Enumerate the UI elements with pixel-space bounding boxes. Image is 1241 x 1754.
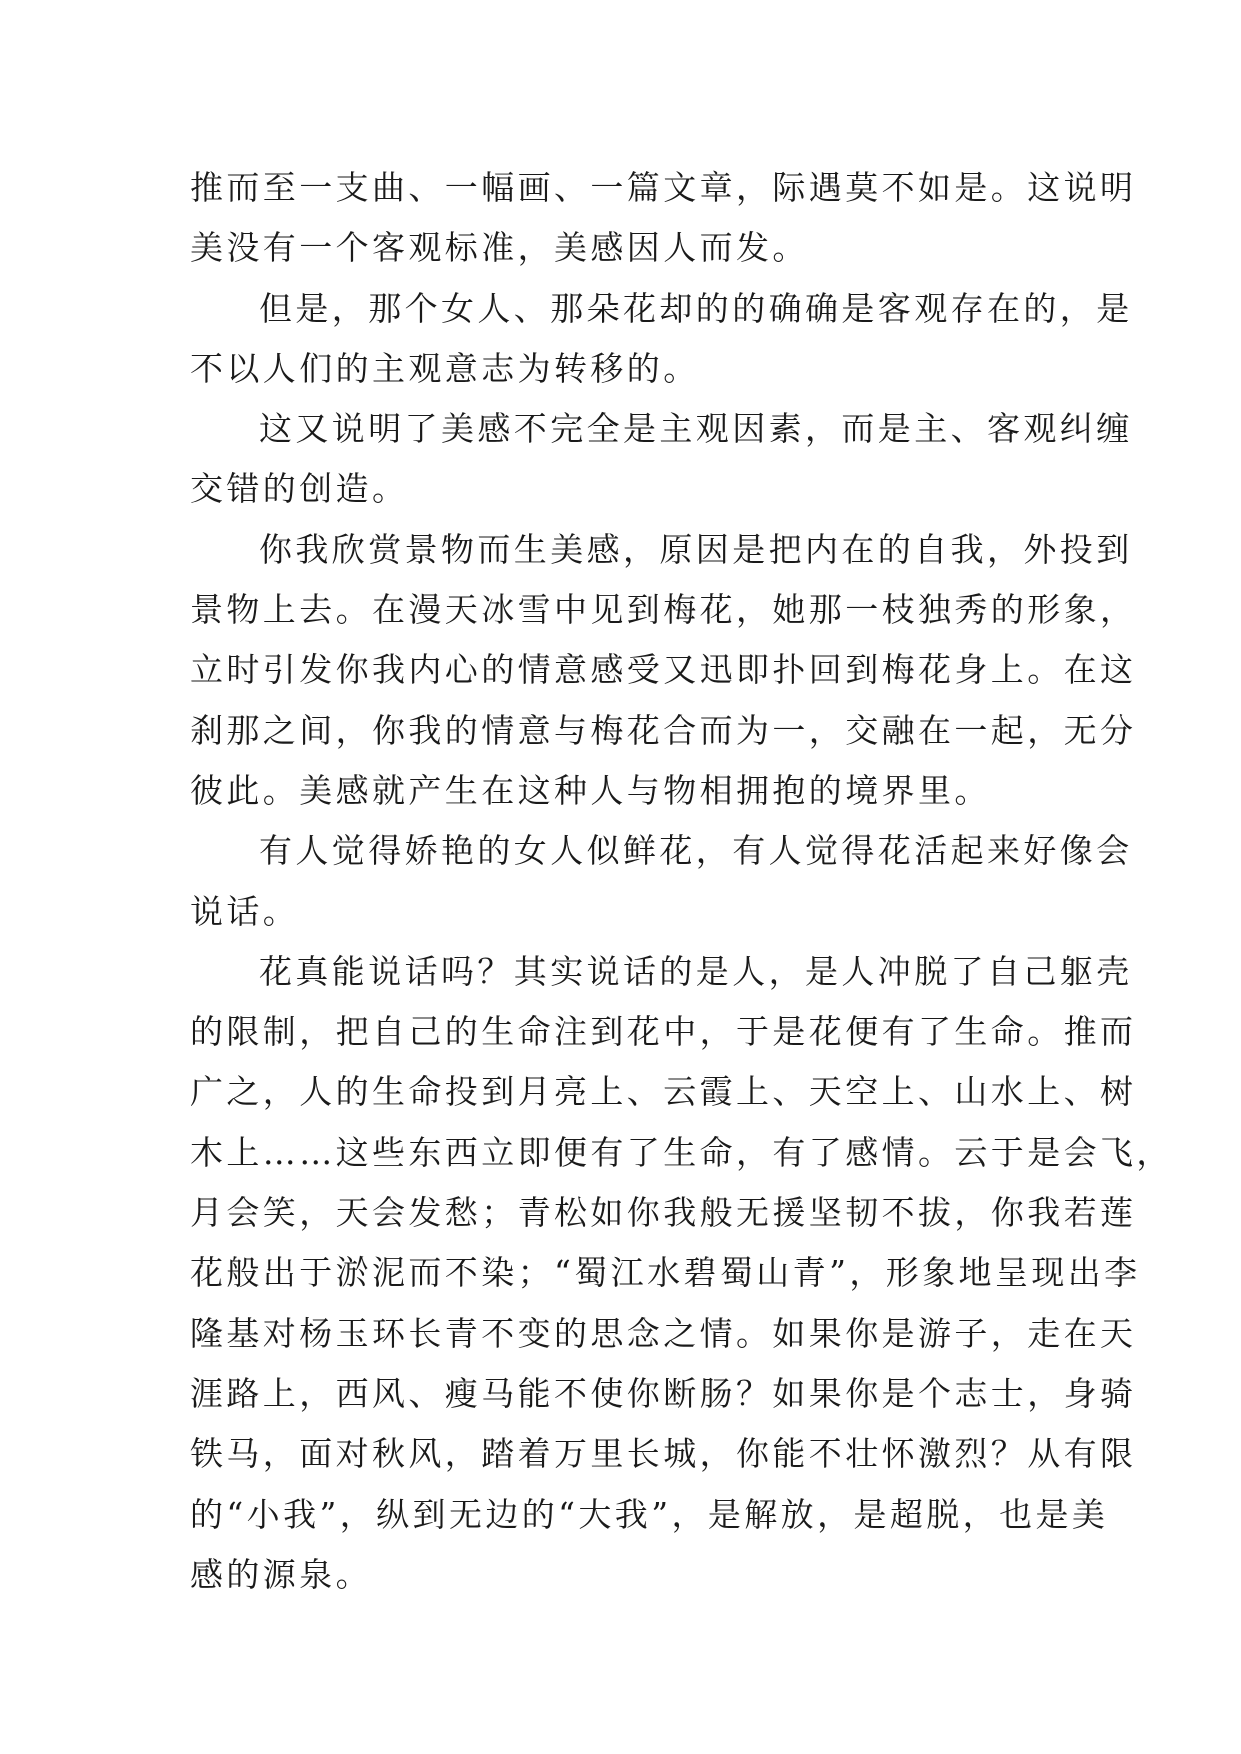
text-line: 木上……这些东西立即便有了生命，有了感情。云于是会飞，	[190, 1132, 1173, 1172]
text-line: 涯路上，西风、瘦马能不使你断肠？如果你是个志士，身骑	[190, 1373, 1137, 1413]
text-line: 的“小我”，纵到无边的“大我”，是解放，是超脱，也是美	[190, 1494, 1109, 1534]
text-line: 广之，人的生命投到月亮上、云霞上、天空上、山水上、树	[190, 1072, 1137, 1112]
text-line: 说话。	[190, 891, 300, 931]
text-line: 有人觉得娇艳的女人似鲜花，有人觉得花活起来好像会	[259, 831, 1133, 871]
text-line: 美没有一个客观标准，美感因人而发。	[190, 228, 809, 268]
text-line: 隆基对杨玉环长青不变的思念之情。如果你是游子，走在天	[190, 1313, 1137, 1353]
text-line: 立时引发你我内心的情意感受又迅即扑回到梅花身上。在这	[190, 650, 1137, 690]
text-line: 但是，那个女人、那朵花却的的确确是客观存在的，是	[259, 288, 1133, 328]
text-line: 交错的创造。	[190, 469, 409, 509]
text-line: 刹那之间，你我的情意与梅花合而为一，交融在一起，无分	[190, 710, 1137, 750]
text-line: 铁马，面对秋风，踏着万里长城，你能不壮怀激烈？从有限	[190, 1434, 1137, 1474]
text-line: 这又说明了美感不完全是主观因素，而是主、客观纠缠	[259, 409, 1133, 449]
text-line: 的限制，把自己的生命注到花中，于是花便有了生命。推而	[190, 1012, 1137, 1052]
text-line: 你我欣赏景物而生美感，原因是把内在的自我，外投到	[259, 529, 1133, 569]
text-line: 景物上去。在漫天冰雪中见到梅花，她那一枝独秀的形象，	[190, 590, 1137, 630]
text-line: 花真能说话吗？其实说话的是人，是人冲脱了自己躯壳	[259, 951, 1133, 991]
text-line: 推而至一支曲、一幅画、一篇文章，际遇莫不如是。这说明	[190, 168, 1137, 207]
text-line: 月会笑，天会发愁；青松如你我般无援坚韧不拔，你我若莲	[190, 1193, 1137, 1233]
text-line: 花般出于淤泥而不染；“蜀江水碧蜀山青”，形象地呈现出李	[190, 1253, 1141, 1293]
body-text	[190, 158, 1173, 1605]
text-line: 感的源泉。	[190, 1554, 372, 1594]
text-line: 不以人们的主观意志为转移的。	[190, 348, 700, 388]
text-line: 彼此。美感就产生在这种人与物相拥抱的境界里。	[190, 770, 991, 810]
